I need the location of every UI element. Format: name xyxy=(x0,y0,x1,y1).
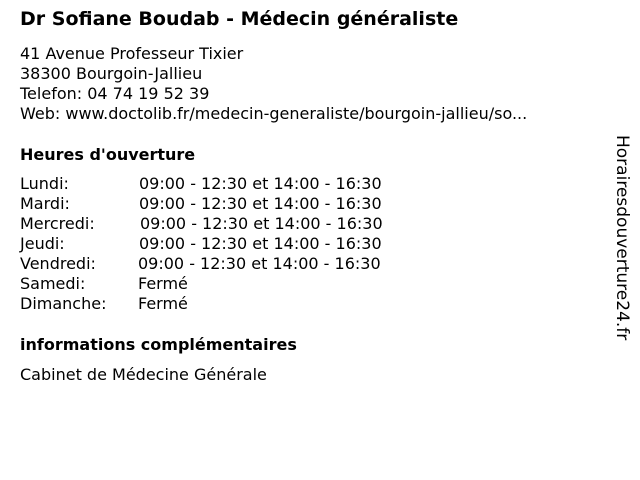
day-label: Lundi: xyxy=(20,174,69,193)
day-label: Samedi: xyxy=(20,274,86,293)
city-address: 38300 Bourgoin-Jallieu xyxy=(20,64,203,83)
day-hours: 09:00 - 12:30 et 14:00 - 16:30 xyxy=(139,194,382,213)
day-hours: Fermé xyxy=(138,274,188,293)
page-title: Dr Sofiane Boudab - Médecin généraliste xyxy=(20,8,459,30)
site-watermark: Horairesdouverture24.fr xyxy=(612,135,632,341)
opening-hours-heading: Heures d'ouverture xyxy=(20,145,196,164)
day-hours: 09:00 - 12:30 et 14:00 - 16:30 xyxy=(140,214,383,233)
day-hours: Fermé xyxy=(138,294,188,313)
day-hours: 09:00 - 12:30 et 14:00 - 16:30 xyxy=(139,234,382,253)
day-hours: 09:00 - 12:30 et 14:00 - 16:30 xyxy=(139,174,382,193)
street-address: 41 Avenue Professeur Tixier xyxy=(20,44,244,63)
day-label: Mardi: xyxy=(20,194,70,213)
additional-info-heading: informations complémentaires xyxy=(20,335,297,354)
day-hours: 09:00 - 12:30 et 14:00 - 16:30 xyxy=(138,254,381,273)
website-link[interactable]: Web: www.doctolib.fr/medecin-generaliste/bourgoin-jallieu/so... xyxy=(20,104,528,123)
day-label: Mercredi: xyxy=(20,214,95,233)
day-label: Dimanche: xyxy=(20,294,107,313)
day-label: Vendredi: xyxy=(20,254,96,273)
additional-info-text: Cabinet de Médecine Générale xyxy=(20,365,267,384)
contact-block xyxy=(20,44,527,124)
phone-number: Telefon: 04 74 19 52 39 xyxy=(20,84,210,103)
day-label: Jeudi: xyxy=(20,234,65,253)
